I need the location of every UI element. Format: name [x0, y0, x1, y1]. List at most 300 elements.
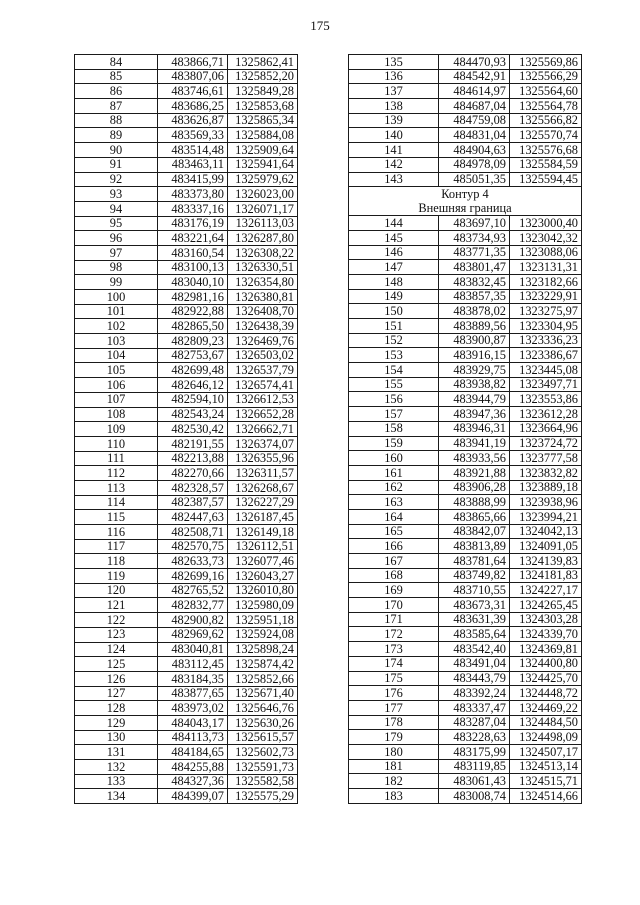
table-row	[349, 377, 582, 392]
point-number: 175	[349, 671, 439, 686]
point-number: 89	[75, 128, 158, 143]
point-number: 177	[349, 700, 439, 715]
x-coordinate: 482387,57	[158, 495, 228, 510]
point-number: 101	[75, 304, 158, 319]
y-coordinate: 1325980,09	[228, 598, 298, 613]
x-coordinate: 483889,56	[439, 319, 510, 334]
point-number: 156	[349, 392, 439, 407]
table-row	[349, 495, 582, 510]
point-number: 135	[349, 55, 439, 70]
table-row	[75, 686, 298, 701]
table-row	[75, 201, 298, 216]
point-number: 112	[75, 466, 158, 481]
point-number: 102	[75, 319, 158, 334]
y-coordinate: 1325884,08	[228, 128, 298, 143]
x-coordinate: 483491,04	[439, 656, 510, 671]
x-coordinate: 483947,36	[439, 407, 510, 422]
y-coordinate: 1324425,70	[510, 671, 582, 686]
point-number: 99	[75, 275, 158, 290]
table-row	[75, 290, 298, 305]
point-number: 123	[75, 627, 158, 642]
table-row	[349, 289, 582, 304]
table-row	[349, 554, 582, 569]
table-row	[75, 627, 298, 642]
section-header-cell	[349, 187, 582, 216]
table-row	[75, 525, 298, 540]
point-number: 182	[349, 774, 439, 789]
x-coordinate: 484614,97	[439, 84, 510, 99]
y-coordinate: 1326043,27	[228, 569, 298, 584]
table-row	[75, 671, 298, 686]
x-coordinate: 482699,48	[158, 363, 228, 378]
x-coordinate: 482213,88	[158, 451, 228, 466]
x-coordinate: 482191,55	[158, 436, 228, 451]
x-coordinate: 483631,39	[439, 612, 510, 627]
point-number: 125	[75, 657, 158, 672]
x-coordinate: 483941,19	[439, 436, 510, 451]
point-number: 86	[75, 84, 158, 99]
table-row	[75, 760, 298, 775]
y-coordinate: 1325569,86	[510, 55, 582, 70]
point-number: 157	[349, 407, 439, 422]
y-coordinate: 1323777,58	[510, 451, 582, 466]
y-coordinate: 1326113,03	[228, 216, 298, 231]
x-coordinate: 482646,12	[158, 378, 228, 393]
table-row	[349, 627, 582, 642]
point-number: 127	[75, 686, 158, 701]
y-coordinate: 1326077,46	[228, 554, 298, 569]
table-row	[75, 510, 298, 525]
x-coordinate: 482969,62	[158, 627, 228, 642]
point-number: 143	[349, 172, 439, 187]
point-number: 133	[75, 774, 158, 789]
point-number: 176	[349, 686, 439, 701]
y-coordinate: 1323889,18	[510, 480, 582, 495]
y-coordinate: 1326149,18	[228, 525, 298, 540]
point-number: 88	[75, 113, 158, 128]
x-coordinate: 482865,50	[158, 319, 228, 334]
y-coordinate: 1324227,17	[510, 583, 582, 598]
y-coordinate: 1325570,74	[510, 128, 582, 143]
table-row	[75, 128, 298, 143]
y-coordinate: 1323553,86	[510, 392, 582, 407]
table-row	[349, 421, 582, 436]
x-coordinate: 483746,61	[158, 84, 228, 99]
y-coordinate: 1326112,51	[228, 539, 298, 554]
y-coordinate: 1324514,66	[510, 789, 582, 804]
point-number: 130	[75, 730, 158, 745]
table-row	[349, 84, 582, 99]
table-row	[349, 143, 582, 158]
table-row	[75, 715, 298, 730]
table-row	[349, 524, 582, 539]
x-coordinate: 483160,54	[158, 245, 228, 260]
point-number: 117	[75, 539, 158, 554]
x-coordinate: 483228,63	[439, 730, 510, 745]
y-coordinate: 1326330,51	[228, 260, 298, 275]
x-coordinate: 482981,16	[158, 290, 228, 305]
table-row	[75, 113, 298, 128]
y-coordinate: 1323088,06	[510, 245, 582, 260]
table-row	[75, 245, 298, 260]
point-number: 122	[75, 613, 158, 628]
point-number: 95	[75, 216, 158, 231]
table-row	[75, 657, 298, 672]
y-coordinate: 1323229,91	[510, 289, 582, 304]
point-number: 91	[75, 157, 158, 172]
x-coordinate: 483973,02	[158, 701, 228, 716]
x-coordinate: 483040,81	[158, 642, 228, 657]
x-coordinate: 483866,71	[158, 55, 228, 70]
y-coordinate: 1323000,40	[510, 216, 582, 231]
table-row	[349, 113, 582, 128]
point-number: 87	[75, 99, 158, 114]
x-coordinate: 482832,77	[158, 598, 228, 613]
point-number: 141	[349, 143, 439, 158]
point-number: 103	[75, 334, 158, 349]
table-row	[349, 789, 582, 804]
y-coordinate: 1323304,95	[510, 319, 582, 334]
y-coordinate: 1325646,76	[228, 701, 298, 716]
coordinates-table-left	[74, 54, 298, 804]
table-row	[75, 99, 298, 114]
point-number: 126	[75, 671, 158, 686]
y-coordinate: 1326380,81	[228, 290, 298, 305]
table-row	[349, 700, 582, 715]
point-number: 108	[75, 407, 158, 422]
table-row	[75, 69, 298, 84]
y-coordinate: 1324484,50	[510, 715, 582, 730]
y-coordinate: 1325576,68	[510, 143, 582, 158]
x-coordinate: 483842,07	[439, 524, 510, 539]
point-number: 132	[75, 760, 158, 775]
table-row	[75, 392, 298, 407]
point-number: 151	[349, 319, 439, 334]
x-coordinate: 483184,35	[158, 671, 228, 686]
point-number: 131	[75, 745, 158, 760]
y-coordinate: 1325566,29	[510, 69, 582, 84]
y-coordinate: 1325909,64	[228, 143, 298, 158]
table-row	[75, 407, 298, 422]
table-row	[75, 569, 298, 584]
x-coordinate: 484327,36	[158, 774, 228, 789]
point-number: 115	[75, 510, 158, 525]
point-number: 166	[349, 539, 439, 554]
y-coordinate: 1325874,42	[228, 657, 298, 672]
x-coordinate: 484043,17	[158, 715, 228, 730]
x-coordinate: 482270,66	[158, 466, 228, 481]
y-coordinate: 1326268,67	[228, 480, 298, 495]
table-row	[349, 260, 582, 275]
y-coordinate: 1323042,32	[510, 230, 582, 245]
point-number: 158	[349, 421, 439, 436]
y-coordinate: 1324042,13	[510, 524, 582, 539]
x-coordinate: 484978,09	[439, 157, 510, 172]
x-coordinate: 483933,56	[439, 451, 510, 466]
table-row	[349, 480, 582, 495]
y-coordinate: 1324303,28	[510, 612, 582, 627]
y-coordinate: 1326408,70	[228, 304, 298, 319]
point-number: 96	[75, 231, 158, 246]
table-row	[75, 554, 298, 569]
y-coordinate: 1323445,08	[510, 363, 582, 378]
y-coordinate: 1326308,22	[228, 245, 298, 260]
y-coordinate: 1326662,71	[228, 422, 298, 437]
table-row	[349, 598, 582, 613]
x-coordinate: 483119,85	[439, 759, 510, 774]
page-number: 175	[310, 18, 330, 33]
table-row	[349, 509, 582, 524]
y-coordinate: 1326355,96	[228, 451, 298, 466]
x-coordinate: 483112,45	[158, 657, 228, 672]
point-number: 149	[349, 289, 439, 304]
table-row	[75, 774, 298, 789]
y-coordinate: 1325852,66	[228, 671, 298, 686]
table-row	[349, 216, 582, 231]
point-number: 153	[349, 348, 439, 363]
table-row	[75, 363, 298, 378]
y-coordinate: 1325564,60	[510, 84, 582, 99]
table-row	[75, 745, 298, 760]
x-coordinate: 483061,43	[439, 774, 510, 789]
point-number: 111	[75, 451, 158, 466]
point-number: 105	[75, 363, 158, 378]
x-coordinate: 483008,74	[439, 789, 510, 804]
point-number: 110	[75, 436, 158, 451]
x-coordinate: 483337,47	[439, 700, 510, 715]
x-coordinate: 483900,87	[439, 333, 510, 348]
point-number: 118	[75, 554, 158, 569]
x-coordinate: 482570,75	[158, 539, 228, 554]
table-row	[349, 319, 582, 334]
point-number: 174	[349, 656, 439, 671]
y-coordinate: 1325591,73	[228, 760, 298, 775]
x-coordinate: 483040,10	[158, 275, 228, 290]
table-row	[75, 539, 298, 554]
y-coordinate: 1325852,20	[228, 69, 298, 84]
x-coordinate: 483710,55	[439, 583, 510, 598]
x-coordinate: 482530,42	[158, 422, 228, 437]
x-coordinate: 482447,63	[158, 510, 228, 525]
y-coordinate: 1325898,24	[228, 642, 298, 657]
point-number: 84	[75, 55, 158, 70]
x-coordinate: 483938,82	[439, 377, 510, 392]
point-number: 120	[75, 583, 158, 598]
point-number: 147	[349, 260, 439, 275]
x-coordinate: 483921,88	[439, 465, 510, 480]
y-coordinate: 1323612,28	[510, 407, 582, 422]
table-row	[349, 157, 582, 172]
table-row	[349, 612, 582, 627]
table-row	[75, 495, 298, 510]
x-coordinate: 483373,80	[158, 187, 228, 202]
y-coordinate: 1323386,67	[510, 348, 582, 363]
table-row	[75, 348, 298, 363]
y-coordinate: 1324139,83	[510, 554, 582, 569]
table-row	[349, 407, 582, 422]
x-coordinate: 483801,47	[439, 260, 510, 275]
table-row	[75, 157, 298, 172]
x-coordinate: 482508,71	[158, 525, 228, 540]
x-coordinate: 483878,02	[439, 304, 510, 319]
point-number: 178	[349, 715, 439, 730]
point-number: 137	[349, 84, 439, 99]
point-number: 107	[75, 392, 158, 407]
x-coordinate: 482922,88	[158, 304, 228, 319]
x-coordinate: 483463,11	[158, 157, 228, 172]
table-row	[349, 333, 582, 348]
point-number: 179	[349, 730, 439, 745]
boundary-label: Внешняя граница	[418, 201, 512, 216]
point-number: 113	[75, 480, 158, 495]
point-number: 119	[75, 569, 158, 584]
x-coordinate: 483749,82	[439, 568, 510, 583]
section-header-row	[349, 187, 582, 216]
table-row	[75, 334, 298, 349]
point-number: 128	[75, 701, 158, 716]
y-coordinate: 1324498,09	[510, 730, 582, 745]
table-row	[75, 84, 298, 99]
point-number: 124	[75, 642, 158, 657]
x-coordinate: 482753,67	[158, 348, 228, 363]
table-row	[349, 730, 582, 745]
table-row	[349, 392, 582, 407]
point-number: 114	[75, 495, 158, 510]
x-coordinate: 483514,48	[158, 143, 228, 158]
point-number: 161	[349, 465, 439, 480]
x-coordinate: 483569,33	[158, 128, 228, 143]
table-row	[75, 319, 298, 334]
y-coordinate: 1326374,07	[228, 436, 298, 451]
point-number: 104	[75, 348, 158, 363]
x-coordinate: 483542,40	[439, 642, 510, 657]
point-number: 136	[349, 69, 439, 84]
point-number: 160	[349, 451, 439, 466]
y-coordinate: 1325849,28	[228, 84, 298, 99]
table-row	[75, 304, 298, 319]
y-coordinate: 1324513,14	[510, 759, 582, 774]
x-coordinate: 483807,06	[158, 69, 228, 84]
table-row	[349, 671, 582, 686]
y-coordinate: 1325602,73	[228, 745, 298, 760]
y-coordinate: 1325566,82	[510, 113, 582, 128]
y-coordinate: 1326612,53	[228, 392, 298, 407]
y-coordinate: 1326071,17	[228, 201, 298, 216]
y-coordinate: 1323336,23	[510, 333, 582, 348]
y-coordinate: 1325584,59	[510, 157, 582, 172]
x-coordinate: 484542,91	[439, 69, 510, 84]
table-row	[75, 275, 298, 290]
table-row	[349, 436, 582, 451]
y-coordinate: 1323938,96	[510, 495, 582, 510]
y-coordinate: 1325630,26	[228, 715, 298, 730]
point-number: 167	[349, 554, 439, 569]
x-coordinate: 484399,07	[158, 789, 228, 804]
table-row	[75, 466, 298, 481]
x-coordinate: 482900,82	[158, 613, 228, 628]
point-number: 106	[75, 378, 158, 393]
x-coordinate: 484255,88	[158, 760, 228, 775]
point-number: 168	[349, 568, 439, 583]
x-coordinate: 482633,73	[158, 554, 228, 569]
point-number: 129	[75, 715, 158, 730]
table-row	[349, 304, 582, 319]
y-coordinate: 1325582,58	[228, 774, 298, 789]
table-row	[349, 99, 582, 114]
x-coordinate: 482765,52	[158, 583, 228, 598]
y-coordinate: 1324507,17	[510, 744, 582, 759]
table-row	[349, 656, 582, 671]
x-coordinate: 483100,13	[158, 260, 228, 275]
table-row	[349, 539, 582, 554]
table-row	[75, 730, 298, 745]
table-row	[349, 465, 582, 480]
y-coordinate: 1326503,02	[228, 348, 298, 363]
y-coordinate: 1323275,97	[510, 304, 582, 319]
x-coordinate: 483221,64	[158, 231, 228, 246]
point-number: 94	[75, 201, 158, 216]
point-number: 145	[349, 230, 439, 245]
y-coordinate: 1324515,71	[510, 774, 582, 789]
x-coordinate: 482699,16	[158, 569, 228, 584]
point-number: 140	[349, 128, 439, 143]
table-row	[75, 583, 298, 598]
point-number: 109	[75, 422, 158, 437]
y-coordinate: 1325564,78	[510, 99, 582, 114]
table-row	[75, 436, 298, 451]
table-row	[349, 774, 582, 789]
x-coordinate: 483916,15	[439, 348, 510, 363]
x-coordinate: 483626,87	[158, 113, 228, 128]
table-row	[349, 568, 582, 583]
point-number: 155	[349, 377, 439, 392]
table-row	[75, 480, 298, 495]
point-number: 152	[349, 333, 439, 348]
y-coordinate: 1323131,31	[510, 260, 582, 275]
x-coordinate: 483946,31	[439, 421, 510, 436]
x-coordinate: 483929,75	[439, 363, 510, 378]
table-row	[349, 69, 582, 84]
y-coordinate: 1324448,72	[510, 686, 582, 701]
y-coordinate: 1325979,62	[228, 172, 298, 187]
point-number: 134	[75, 789, 158, 804]
table-row	[349, 230, 582, 245]
y-coordinate: 1324265,45	[510, 598, 582, 613]
table-row	[349, 583, 582, 598]
y-coordinate: 1326438,39	[228, 319, 298, 334]
y-coordinate: 1325865,34	[228, 113, 298, 128]
x-coordinate: 485051,35	[439, 172, 510, 187]
table-row	[75, 143, 298, 158]
x-coordinate: 483734,93	[439, 230, 510, 245]
table-row	[75, 642, 298, 657]
y-coordinate: 1323724,72	[510, 436, 582, 451]
x-coordinate: 483771,35	[439, 245, 510, 260]
table-row	[349, 642, 582, 657]
point-number: 180	[349, 744, 439, 759]
x-coordinate: 482543,24	[158, 407, 228, 422]
point-number: 142	[349, 157, 439, 172]
x-coordinate: 483906,28	[439, 480, 510, 495]
x-coordinate: 483813,89	[439, 539, 510, 554]
point-number: 183	[349, 789, 439, 804]
x-coordinate: 483673,31	[439, 598, 510, 613]
table-row	[349, 363, 582, 378]
y-coordinate: 1323497,71	[510, 377, 582, 392]
x-coordinate: 484904,63	[439, 143, 510, 158]
point-number: 93	[75, 187, 158, 202]
y-coordinate: 1323664,96	[510, 421, 582, 436]
